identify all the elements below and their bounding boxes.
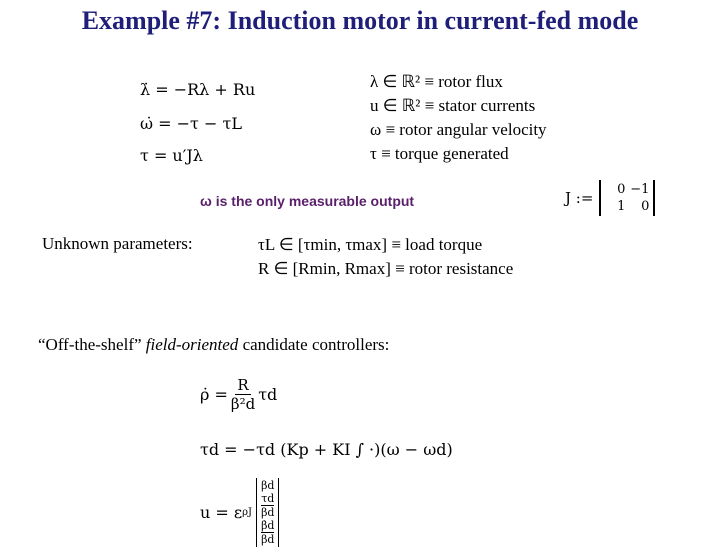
j-matrix-entry: −1: [630, 182, 650, 197]
controllers-caption: [38, 335, 389, 355]
u-vector-mid-den: βd: [261, 506, 275, 519]
j-matrix-entry: 1: [617, 199, 626, 214]
u-exponent: ρJ: [242, 507, 253, 518]
j-matrix: [565, 180, 655, 216]
rho-numerator: R: [237, 376, 249, 394]
controllers-rest: candidate controllers:: [242, 335, 390, 354]
u-lhs: u = ε: [200, 503, 243, 522]
definition-torque: τ ≡ torque generated: [370, 144, 509, 163]
controllers-italic: field-oriented: [145, 335, 239, 354]
unknown-load-torque: τL ∈ [τmin, τmax] ≡ load torque: [258, 235, 483, 254]
j-matrix-entry: 0: [617, 182, 626, 197]
tau-d-equation: τd = −τd (Kp + KI ∫ ·)(ω − ωd): [200, 440, 453, 459]
rho-fraction: [231, 376, 255, 413]
controllers-quoted: “Off-the-shelf”: [38, 335, 142, 354]
velocity-equation: ω̇ = −τ − τL: [140, 114, 242, 133]
u-vector-bot-num: β̇d: [261, 519, 275, 532]
unknown-parameters-label: Unknown parameters:: [42, 234, 193, 253]
measurable-output-note: ω is the only measurable output: [200, 193, 415, 209]
rho-lhs: ρ̇ =: [200, 385, 228, 404]
definition-angular-velocity: ω ≡ rotor angular velocity: [370, 120, 547, 139]
u-vector-top: βd: [261, 479, 275, 492]
u-vector-mid: [261, 492, 274, 519]
u-vector-bot-den: βd: [261, 533, 275, 546]
u-vector-mid-num: τd: [261, 492, 275, 505]
definitions-list: [370, 70, 547, 166]
rho-denominator: β²d: [230, 395, 256, 413]
j-matrix-entry: 0: [641, 199, 650, 214]
torque-equation: τ = u′Jλ: [140, 146, 203, 165]
definition-stator-currents: u ∈ ℝ² ≡ stator currents: [370, 96, 536, 115]
rho-equation: [200, 376, 277, 413]
u-vector-bot: [261, 519, 274, 546]
flux-equation: λ̇ = −Rλ + Ru: [140, 80, 256, 99]
u-equation: [200, 478, 279, 547]
j-matrix-brackets: [599, 180, 655, 216]
definition-rotor-flux: λ ∈ ℝ² ≡ rotor flux: [370, 72, 503, 91]
page-title: Example #7: Induction motor in current-fed mode: [81, 6, 639, 35]
j-matrix-lhs: J :=: [565, 189, 594, 207]
unknown-rotor-resistance: R ∈ [Rmin, Rmax] ≡ rotor resistance: [258, 259, 514, 278]
u-vector: [256, 478, 279, 547]
rho-tail: τd: [258, 385, 278, 404]
